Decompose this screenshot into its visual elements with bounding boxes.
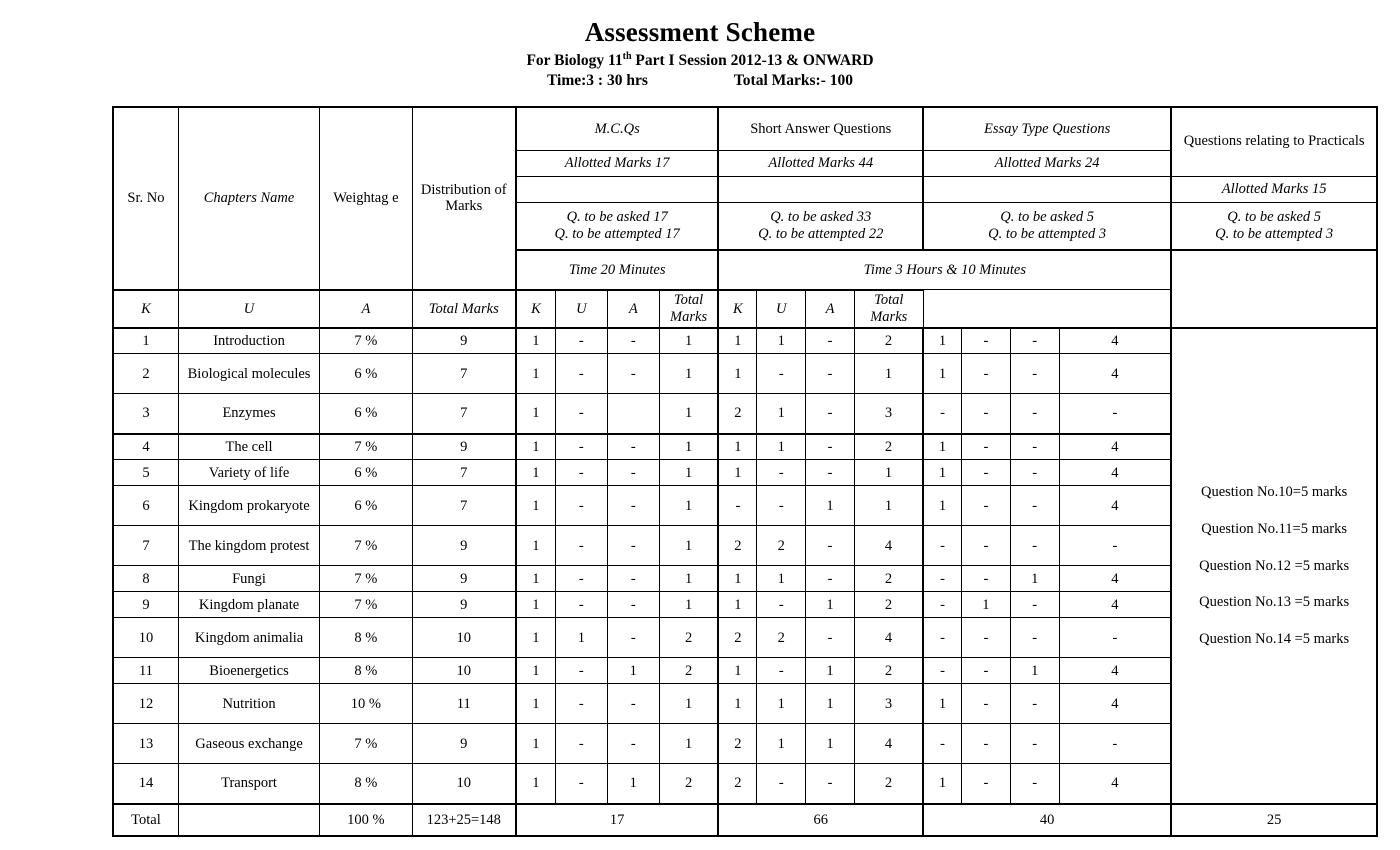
cell-essay-total: 4 — [1059, 460, 1171, 486]
header-essay-total-marks: Total Marks — [854, 290, 923, 328]
table-body — [113, 328, 1377, 804]
cell-saq-a: - — [806, 328, 855, 354]
cell-essay-a: - — [1010, 434, 1059, 460]
cell-mcq-total: 1 — [659, 724, 718, 764]
cell-essay-u: - — [961, 328, 1010, 354]
total-essay: 40 — [923, 804, 1171, 836]
cell-essay-k: - — [923, 724, 961, 764]
cell-essay-a: - — [1010, 526, 1059, 566]
cell-essay-total: 4 — [1059, 566, 1171, 592]
cell-mcq-u: - — [555, 354, 607, 394]
cell-mcq-a: - — [607, 684, 659, 724]
cell-chapter-name: Enzymes — [178, 394, 319, 434]
cell-mcq-k: 1 — [516, 592, 555, 618]
cell-essay-k: 1 — [923, 486, 961, 526]
cell-saq-k: 2 — [718, 724, 756, 764]
cell-chapter-name: Variety of life — [178, 460, 319, 486]
cell-weightage: 6 % — [320, 394, 412, 434]
cell-essay-a: - — [1010, 394, 1059, 434]
cell-distribution: 10 — [412, 764, 516, 804]
cell-distribution: 9 — [412, 566, 516, 592]
cell-distribution: 9 — [412, 724, 516, 764]
cell-saq-k: 1 — [718, 434, 756, 460]
cell-saq-k: 1 — [718, 658, 756, 684]
cell-sr-no: 12 — [113, 684, 178, 724]
header-saq-attempted: Q. to be attempted 22 — [758, 225, 884, 242]
header-mcq-allotted-spacer — [516, 176, 718, 202]
cell-saq-a: 1 — [806, 486, 855, 526]
header-saq-u: U — [555, 290, 607, 328]
total-saq: 66 — [718, 804, 923, 836]
cell-saq-u: 2 — [757, 526, 806, 566]
cell-sr-no: 8 — [113, 566, 178, 592]
cell-essay-k: - — [923, 592, 961, 618]
cell-mcq-k: 1 — [516, 460, 555, 486]
cell-essay-total: - — [1059, 618, 1171, 658]
cell-essay-u: - — [961, 434, 1010, 460]
header-saq-allotted-spacer — [718, 176, 923, 202]
cell-sr-no: 6 — [113, 486, 178, 526]
header-saq-allotted-marks: Allotted Marks 44 — [718, 150, 923, 176]
practicals-question-item: Question No.10=5 marks — [1200, 484, 1348, 501]
cell-saq-k: 1 — [718, 592, 756, 618]
total-mcq: 17 — [516, 804, 718, 836]
cell-essay-total: 4 — [1059, 328, 1171, 354]
cell-essay-a: - — [1010, 354, 1059, 394]
cell-essay-total: - — [1059, 394, 1171, 434]
cell-mcq-k: 1 — [516, 354, 555, 394]
cell-essay-total: 4 — [1059, 486, 1171, 526]
cell-sr-no: 5 — [113, 460, 178, 486]
cell-weightage: 7 % — [320, 592, 412, 618]
cell-essay-u: - — [961, 724, 1010, 764]
cell-saq-total: 2 — [854, 328, 923, 354]
cell-mcq-total: 2 — [659, 658, 718, 684]
header-saq-asked: Q. to be asked 33 — [770, 209, 872, 226]
cell-saq-a: - — [806, 764, 855, 804]
cell-saq-k: 2 — [718, 526, 756, 566]
header-essay-attempted: Q. to be attempted 3 — [988, 225, 1107, 242]
cell-sr-no: 13 — [113, 724, 178, 764]
cell-distribution: 11 — [412, 684, 516, 724]
header-mcq-k: K — [113, 290, 178, 328]
cell-mcq-total: 1 — [659, 486, 718, 526]
header-practicals-allotted-marks: Allotted Marks 15 — [1171, 176, 1377, 202]
cell-chapter-name: The kingdom protest — [178, 526, 319, 566]
cell-saq-u: - — [757, 486, 806, 526]
cell-essay-a: - — [1010, 460, 1059, 486]
cell-weightage: 7 % — [320, 566, 412, 592]
assessment-scheme-table — [112, 106, 1378, 837]
subtitle-text-pre: For Biology 11 — [526, 52, 623, 70]
header-mcq-allotted-marks: Allotted Marks 17 — [516, 150, 718, 176]
cell-sr-no: 1 — [113, 328, 178, 354]
cell-mcq-total: 2 — [659, 764, 718, 804]
cell-mcq-u: - — [555, 328, 607, 354]
header-essay-u: U — [757, 290, 806, 328]
practicals-question-item: Question No.12 =5 marks — [1199, 557, 1350, 574]
cell-distribution: 9 — [412, 526, 516, 566]
cell-saq-total: 4 — [854, 618, 923, 658]
cell-saq-u: - — [757, 592, 806, 618]
cell-mcq-total: 1 — [659, 684, 718, 724]
cell-saq-total: 2 — [854, 434, 923, 460]
document-subtitle — [0, 52, 1400, 70]
cell-saq-a: - — [806, 354, 855, 394]
exam-time-label: Time:3 : 30 hrs — [546, 72, 648, 90]
cell-mcq-a: 1 — [607, 658, 659, 684]
cell-weightage: 6 % — [320, 354, 412, 394]
cell-chapter-name: Kingdom planate — [178, 592, 319, 618]
cell-saq-total: 2 — [854, 658, 923, 684]
cell-weightage: 8 % — [320, 658, 412, 684]
cell-essay-total: 4 — [1059, 592, 1171, 618]
header-saq-asked-attempted — [718, 202, 923, 250]
cell-mcq-a: - — [607, 526, 659, 566]
cell-saq-u: 1 — [757, 328, 806, 354]
cell-mcq-k: 1 — [516, 724, 555, 764]
cell-mcq-total: 1 — [659, 566, 718, 592]
cell-mcq-total: 1 — [659, 434, 718, 460]
cell-essay-u: - — [961, 394, 1010, 434]
cell-saq-u: 1 — [757, 434, 806, 460]
cell-saq-k: 2 — [718, 764, 756, 804]
cell-saq-k: 1 — [718, 460, 756, 486]
subtitle-text-post: Part I Session 2012-13 & ONWARD — [631, 52, 874, 70]
cell-essay-total: - — [1059, 526, 1171, 566]
cell-saq-a: - — [806, 526, 855, 566]
cell-mcq-a: - — [607, 566, 659, 592]
header-row-group-names — [113, 107, 1377, 151]
exam-total-marks-label: Total Marks:- 100 — [733, 72, 853, 90]
header-saq-total-marks: Total Marks — [659, 290, 718, 328]
cell-sr-no: 2 — [113, 354, 178, 394]
cell-essay-a: - — [1010, 724, 1059, 764]
cell-chapter-name: Kingdom prokaryote — [178, 486, 319, 526]
header-group-practicals: Questions relating to Practicals — [1171, 107, 1377, 177]
cell-distribution: 9 — [412, 434, 516, 460]
cell-saq-u: 1 — [757, 684, 806, 724]
cell-essay-u: - — [961, 566, 1010, 592]
cell-sr-no: 3 — [113, 394, 178, 434]
cell-essay-a: - — [1010, 592, 1059, 618]
cell-saq-total: 2 — [854, 592, 923, 618]
cell-chapter-name: Fungi — [178, 566, 319, 592]
subtitle-ordinal-suffix: th — [622, 51, 632, 63]
cell-essay-k: - — [923, 658, 961, 684]
cell-mcq-a: - — [607, 434, 659, 460]
cell-weightage: 6 % — [320, 460, 412, 486]
cell-saq-total: 1 — [854, 460, 923, 486]
header-practicals-time-blank — [1171, 250, 1377, 328]
cell-essay-k: - — [923, 618, 961, 658]
cell-essay-u: - — [961, 354, 1010, 394]
cell-essay-a: - — [1010, 328, 1059, 354]
cell-mcq-total: 2 — [659, 618, 718, 658]
cell-mcq-total: 1 — [659, 460, 718, 486]
total-distribution: 123+25=148 — [412, 804, 516, 836]
cell-essay-k: - — [923, 394, 961, 434]
cell-saq-k: 1 — [718, 328, 756, 354]
cell-mcq-u: - — [555, 592, 607, 618]
cell-mcq-a: - — [607, 592, 659, 618]
cell-weightage: 7 % — [320, 434, 412, 460]
cell-essay-total: 4 — [1059, 684, 1171, 724]
cell-mcq-k: 1 — [516, 328, 555, 354]
cell-essay-a: - — [1010, 618, 1059, 658]
cell-mcq-a: - — [607, 486, 659, 526]
cell-distribution: 7 — [412, 394, 516, 434]
header-weightage: Weightag e — [320, 107, 412, 290]
header-group-essay: Essay Type Questions — [923, 107, 1171, 151]
page-title: Assessment Scheme — [584, 17, 816, 47]
header-essay-allotted-spacer — [923, 176, 1171, 202]
cell-saq-a: 1 — [806, 724, 855, 764]
cell-essay-u: - — [961, 486, 1010, 526]
cell-weightage: 8 % — [320, 618, 412, 658]
header-mcq-u: U — [178, 290, 319, 328]
cell-mcq-a: - — [607, 618, 659, 658]
table-row-total — [113, 804, 1377, 836]
header-practicals-attempted: Q. to be attempted 3 — [1215, 225, 1334, 242]
cell-essay-k: 1 — [923, 434, 961, 460]
cell-mcq-total: 1 — [659, 592, 718, 618]
header-essay-a: A — [806, 290, 855, 328]
header-group-short-answer: Short Answer Questions — [718, 107, 923, 151]
cell-saq-u: 2 — [757, 618, 806, 658]
cell-saq-total: 3 — [854, 394, 923, 434]
cell-mcq-a: - — [607, 354, 659, 394]
cell-mcq-total: 1 — [659, 328, 718, 354]
cell-distribution: 10 — [412, 658, 516, 684]
cell-mcq-k: 1 — [516, 434, 555, 460]
cell-mcq-u: 1 — [555, 618, 607, 658]
cell-distribution: 7 — [412, 486, 516, 526]
cell-essay-u: - — [961, 684, 1010, 724]
cell-mcq-u: - — [555, 764, 607, 804]
header-mcq-asked-attempted — [516, 202, 718, 250]
cell-chapter-name: Gaseous exchange — [178, 724, 319, 764]
header-essay-asked-attempted — [923, 202, 1171, 250]
cell-essay-a: 1 — [1010, 566, 1059, 592]
cell-mcq-u: - — [555, 460, 607, 486]
header-essay-allotted-marks: Allotted Marks 24 — [923, 150, 1171, 176]
practicals-question-item: Question No.13 =5 marks — [1199, 594, 1350, 611]
cell-weightage: 6 % — [320, 486, 412, 526]
cell-essay-a: - — [1010, 764, 1059, 804]
cell-chapter-name: Bioenergetics — [178, 658, 319, 684]
cell-essay-k: 1 — [923, 328, 961, 354]
total-chapter-blank — [178, 804, 319, 836]
cell-saq-u: 1 — [757, 724, 806, 764]
header-theory-time: Time 3 Hours & 10 Minutes — [718, 250, 1171, 290]
header-essay-k: K — [718, 290, 756, 328]
header-saq-k: K — [516, 290, 555, 328]
cell-saq-a: 1 — [806, 592, 855, 618]
cell-saq-total: 1 — [854, 354, 923, 394]
header-group-mcq: M.C.Qs — [516, 107, 718, 151]
cell-saq-a: - — [806, 434, 855, 460]
cell-mcq-k: 1 — [516, 658, 555, 684]
cell-essay-a: - — [1010, 486, 1059, 526]
cell-saq-k: 2 — [718, 394, 756, 434]
cell-saq-total: 4 — [854, 724, 923, 764]
cell-weightage: 10 % — [320, 684, 412, 724]
cell-mcq-total: 1 — [659, 526, 718, 566]
cell-essay-u: - — [961, 618, 1010, 658]
header-distribution-of-marks: Distribution of Marks — [412, 107, 516, 290]
header-mcq-a: A — [320, 290, 412, 328]
cell-distribution: 9 — [412, 328, 516, 354]
cell-saq-a: 1 — [806, 684, 855, 724]
practicals-question-item: Question No.11=5 marks — [1201, 520, 1348, 537]
cell-essay-k: 1 — [923, 684, 961, 724]
cell-weightage: 7 % — [320, 526, 412, 566]
cell-weightage: 8 % — [320, 764, 412, 804]
cell-mcq-k: 1 — [516, 566, 555, 592]
cell-saq-total: 4 — [854, 526, 923, 566]
cell-saq-u: - — [757, 764, 806, 804]
cell-mcq-u: - — [555, 658, 607, 684]
cell-essay-k: 1 — [923, 354, 961, 394]
cell-essay-a: 1 — [1010, 658, 1059, 684]
cell-saq-total: 3 — [854, 684, 923, 724]
total-label: Total — [113, 804, 178, 836]
header-mcq-time: Time 20 Minutes — [516, 250, 718, 290]
cell-mcq-u: - — [555, 684, 607, 724]
cell-sr-no: 10 — [113, 618, 178, 658]
cell-mcq-k: 1 — [516, 684, 555, 724]
cell-mcq-u: - — [555, 566, 607, 592]
cell-essay-total: 4 — [1059, 764, 1171, 804]
cell-essay-total: 4 — [1059, 434, 1171, 460]
total-weightage: 100 % — [320, 804, 412, 836]
cell-saq-a: - — [806, 460, 855, 486]
cell-chapter-name: The cell — [178, 434, 319, 460]
cell-essay-k: - — [923, 526, 961, 566]
header-sr-no: Sr. No — [113, 107, 178, 290]
cell-saq-total: 1 — [854, 486, 923, 526]
cell-mcq-u: - — [555, 486, 607, 526]
cell-mcq-a: - — [607, 460, 659, 486]
cell-mcq-a: - — [607, 724, 659, 764]
assessment-table-container — [0, 106, 1400, 837]
header-mcq-attempted: Q. to be attempted 17 — [554, 225, 680, 242]
cell-essay-total: 4 — [1059, 354, 1171, 394]
cell-mcq-k: 1 — [516, 618, 555, 658]
practicals-question-list — [1175, 474, 1373, 657]
cell-mcq-total: 1 — [659, 394, 718, 434]
cell-chapter-name: Kingdom animalia — [178, 618, 319, 658]
header-saq-a: A — [607, 290, 659, 328]
cell-saq-u: - — [757, 658, 806, 684]
cell-saq-a: - — [806, 566, 855, 592]
cell-essay-u: - — [961, 460, 1010, 486]
cell-sr-no: 4 — [113, 434, 178, 460]
cell-saq-u: 1 — [757, 566, 806, 592]
cell-essay-u: - — [961, 764, 1010, 804]
cell-weightage: 7 % — [320, 328, 412, 354]
cell-essay-u: - — [961, 526, 1010, 566]
cell-saq-u: - — [757, 460, 806, 486]
cell-practicals-questions — [1171, 328, 1377, 804]
cell-mcq-k: 1 — [516, 394, 555, 434]
cell-mcq-u: - — [555, 394, 607, 434]
cell-mcq-a: - — [607, 328, 659, 354]
cell-saq-total: 2 — [854, 764, 923, 804]
cell-essay-k: - — [923, 566, 961, 592]
cell-sr-no: 11 — [113, 658, 178, 684]
cell-saq-k: 1 — [718, 684, 756, 724]
cell-chapter-name: Nutrition — [178, 684, 319, 724]
cell-saq-k: - — [718, 486, 756, 526]
cell-essay-k: 1 — [923, 764, 961, 804]
cell-saq-k: 1 — [718, 566, 756, 592]
total-practicals: 25 — [1171, 804, 1377, 836]
cell-saq-k: 1 — [718, 354, 756, 394]
header-practicals-asked-attempted — [1171, 202, 1377, 250]
header-mcq-total-marks: Total Marks — [412, 290, 516, 328]
cell-saq-u: 1 — [757, 394, 806, 434]
cell-chapter-name: Transport — [178, 764, 319, 804]
cell-mcq-u: - — [555, 724, 607, 764]
cell-essay-u: 1 — [961, 592, 1010, 618]
cell-essay-a: - — [1010, 684, 1059, 724]
cell-sr-no: 14 — [113, 764, 178, 804]
cell-essay-u: - — [961, 658, 1010, 684]
practicals-question-item: Question No.14 =5 marks — [1199, 630, 1350, 647]
cell-mcq-k: 1 — [516, 526, 555, 566]
cell-mcq-u: - — [555, 434, 607, 460]
cell-sr-no: 9 — [113, 592, 178, 618]
cell-essay-k: 1 — [923, 460, 961, 486]
cell-mcq-total: 1 — [659, 354, 718, 394]
cell-essay-total: - — [1059, 724, 1171, 764]
cell-weightage: 7 % — [320, 724, 412, 764]
table-row — [113, 328, 1377, 354]
cell-chapter-name: Biological molecules — [178, 354, 319, 394]
cell-mcq-u: - — [555, 526, 607, 566]
cell-essay-total: 4 — [1059, 658, 1171, 684]
header-practicals-asked: Q. to be asked 5 — [1227, 209, 1322, 226]
cell-sr-no: 7 — [113, 526, 178, 566]
cell-chapter-name: Introduction — [178, 328, 319, 354]
cell-mcq-a — [607, 394, 659, 434]
document-header — [0, 0, 1400, 90]
cell-saq-k: 2 — [718, 618, 756, 658]
header-mcq-asked: Q. to be asked 17 — [566, 209, 668, 226]
cell-saq-total: 2 — [854, 566, 923, 592]
cell-mcq-k: 1 — [516, 764, 555, 804]
cell-distribution: 7 — [412, 354, 516, 394]
cell-saq-a: - — [806, 618, 855, 658]
cell-distribution: 9 — [412, 592, 516, 618]
cell-saq-a: - — [806, 394, 855, 434]
cell-distribution: 10 — [412, 618, 516, 658]
header-essay-asked: Q. to be asked 5 — [1000, 209, 1095, 226]
cell-mcq-k: 1 — [516, 486, 555, 526]
cell-saq-u: - — [757, 354, 806, 394]
document-time-and-marks — [0, 72, 1400, 90]
cell-saq-a: 1 — [806, 658, 855, 684]
cell-mcq-a: 1 — [607, 764, 659, 804]
header-chapters-name: Chapters Name — [178, 107, 319, 290]
cell-distribution: 7 — [412, 460, 516, 486]
